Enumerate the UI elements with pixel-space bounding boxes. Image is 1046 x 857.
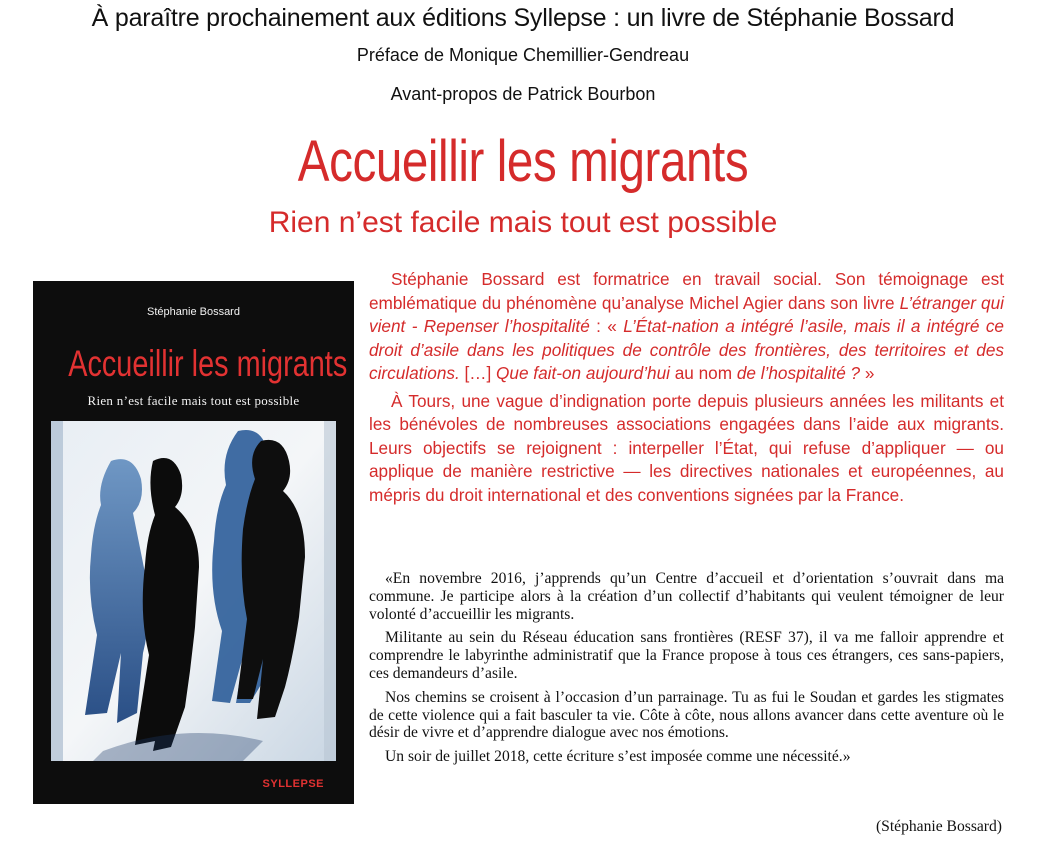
testimony-paragraph-1: «En novembre 2016, j’apprends qu’un Centre d’accueil et d’orientation s’ouvrait dans ma commune. Je participe alors à la création d’un collectif d’habitants qui veulent témoigner de leur volonté d’accueillir les migrants. — [369, 570, 1004, 623]
book-title: Accueillir les migrants — [297, 129, 749, 194]
testimony-text — [369, 570, 1004, 766]
author-signature: (Stéphanie Bossard) — [875, 818, 1002, 835]
preface-credit: Préface de Monique Chemillier-Gendreau — [356, 45, 690, 65]
testimony-paragraph-2: Militante au sein du Réseau éducation sans frontières (RESF 37), il va me falloir apprendre et comprendre le labyrinthe administratif que la France propose à tous ces étrangers, ces sans-papiers, ces demandeurs d’asile. — [369, 629, 1004, 682]
book-subtitle: Rien n’est facile mais tout est possible — [268, 206, 778, 239]
cover-publisher-logo: SYLLEPSE — [262, 778, 324, 790]
cover-silhouettes-illustration — [33, 421, 354, 761]
avant-propos-credit: Avant-propos de Patrick Bourbon — [390, 84, 656, 104]
cover-title: Accueillir les migrants — [68, 343, 348, 384]
book-reference: L’étranger qui vient - Repenser l’hospitalité — [369, 292, 1004, 336]
announcement-line: À paraître prochainement aux éditions Syllepse : un livre de Stéphanie Bossard — [91, 4, 955, 32]
agier-quote: L’État-nation a intégré l’asile, mais il a intégré ce droit d’asile dans les politiques de contrôle des frontières, des territoires et des circulations. — [369, 316, 1004, 383]
testimony-paragraph-3: Nos chemins se croisent à l’occasion d’un parrainage. Tu as fui le Soudan et gardes les stigmates de cette violence qui a fait basculer ta vie. Côte à côte, nous allons avancer dans cette aventure où le désir de vivre et d’apprendre dialogue avec nos émotions. — [369, 688, 1004, 742]
testimony-paragraph-4: Un soir de juillet 2018, cette écriture s’est imposée comme une nécessité.» — [385, 748, 851, 766]
red-paragraph-2: À Tours, une vague d’indignation porte depuis plusieurs années les militants et les bénévoles de nombreuses associations engagées dans l’aide aux migrants. Leurs objectifs se rejoignent : interpeller l’État, qui refuse d’appliquer — ou applique de manière restrictive — les directives nationales et européennes, au mépris du droit international et des conventions signées par la France. — [369, 390, 1004, 505]
red-paragraph-1: Stéphanie Bossard est formatrice en travail social. Son témoignage est emblématique du phénomène qu’analyse Michel Agier dans son livre L’étranger qui vient - Repenser l’hospitalité : « L’État-nation a intégré l’asile, mais il a intégré ce droit d’asile dans les politiques de contrôle des frontières, des territoires et des circulations. […] Que fait-on aujourd’hui au nom de l’hospitalité ? » — [369, 269, 1004, 383]
red-intro-text — [369, 268, 1004, 507]
book-cover-image — [33, 281, 354, 804]
cover-subtitle: Rien n’est facile mais tout est possible — [87, 393, 300, 408]
cover-author: Stéphanie Bossard — [147, 306, 240, 318]
